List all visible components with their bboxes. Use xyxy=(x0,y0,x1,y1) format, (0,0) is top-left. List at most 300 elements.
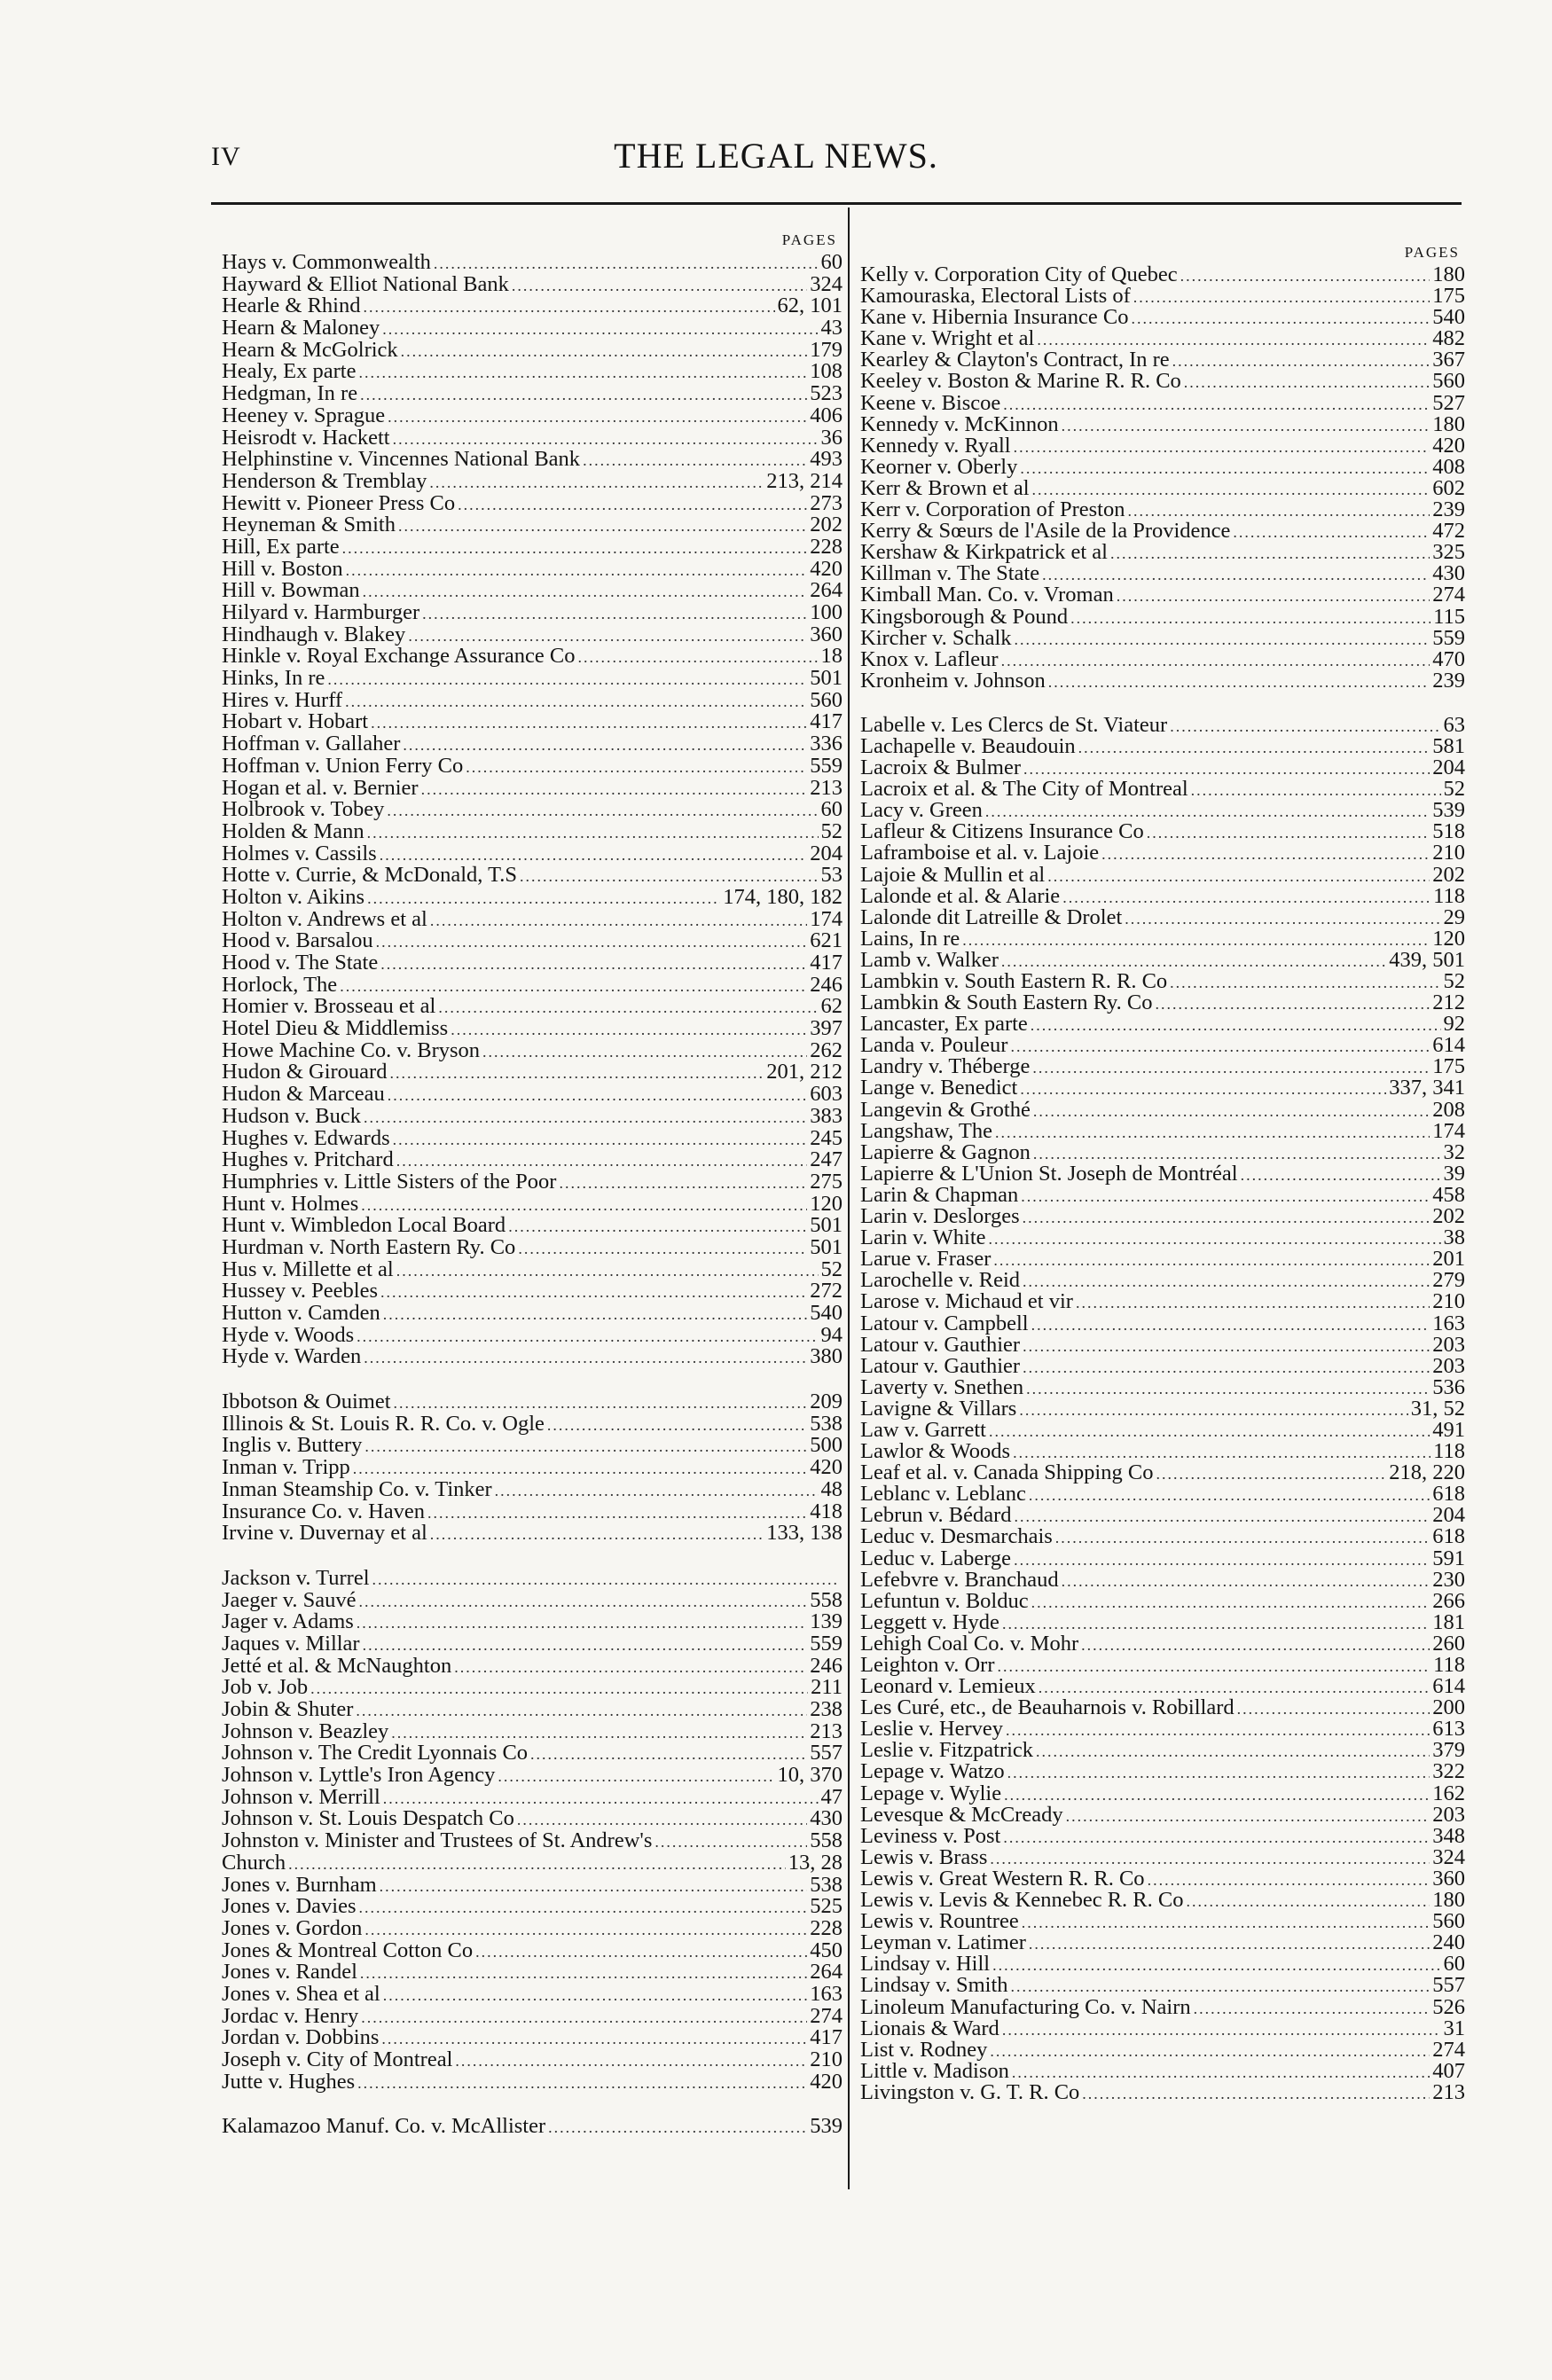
page-reference: 397 xyxy=(810,1018,843,1040)
page-reference: 52 xyxy=(1443,779,1465,801)
index-entry xyxy=(860,1441,1465,1462)
index-entry xyxy=(860,349,1465,371)
dot-leader xyxy=(517,1809,807,1830)
case-name: Little v. Madison xyxy=(860,2060,1009,2082)
page-reference: 212 xyxy=(1432,992,1465,1014)
dot-leader xyxy=(381,2028,807,2049)
index-entry xyxy=(222,1259,843,1281)
case-name: Lacy v. Green xyxy=(860,800,983,822)
case-name: Jones v. Randel xyxy=(222,1961,357,1984)
page-reference: 163 xyxy=(810,1983,843,2006)
case-name: Jaeger v. Sauvé xyxy=(222,1589,357,1612)
case-name: Joseph v. City of Montreal xyxy=(222,2049,453,2071)
case-name: Holden & Mann xyxy=(222,820,364,843)
dot-leader xyxy=(1001,951,1386,971)
dot-leader xyxy=(1033,1143,1441,1163)
case-name: Lindsay v. Smith xyxy=(860,1975,1008,1997)
page-reference: 450 xyxy=(810,1939,843,1962)
index-entry xyxy=(222,1568,843,1590)
dot-leader xyxy=(1001,650,1431,670)
case-name: Inman Steamship Co. v. Tinker xyxy=(222,1478,492,1501)
case-name: Insurance Co. v. Haven xyxy=(222,1500,426,1523)
case-name: Hunt v. Wimbledon Local Board xyxy=(222,1215,506,1237)
case-name: Lalonde dit Latreille & Drolet xyxy=(860,906,1123,928)
case-name: Landry v. Théberge xyxy=(860,1056,1031,1078)
left-column xyxy=(222,229,843,2138)
case-name: Johnson v. Lyttle's Iron Agency xyxy=(222,1765,496,1787)
case-name: Lefebvre v. Branchaud xyxy=(860,1569,1059,1591)
dot-leader xyxy=(1023,1335,1430,1356)
page-reference: 47 xyxy=(820,1786,843,1809)
index-entry xyxy=(222,1171,843,1194)
index-entry xyxy=(860,1890,1465,1911)
page-reference: 458 xyxy=(1432,1184,1465,1207)
page-reference: 213, 214 xyxy=(766,470,843,493)
case-name: Jager v. Adams xyxy=(222,1611,354,1633)
page-reference: 228 xyxy=(810,1917,843,1940)
index-entry xyxy=(860,1121,1465,1142)
case-name: Lapierre & L'Union St. Joseph de Montréal xyxy=(860,1163,1238,1185)
case-name: Holbrook v. Tobey xyxy=(222,799,385,821)
index-entry xyxy=(860,757,1465,779)
case-name: Leslie v. Fitzpatrick xyxy=(860,1740,1034,1762)
case-name: Knox v. Lafleur xyxy=(860,648,999,670)
page-reference: 618 xyxy=(1432,1526,1465,1548)
page-reference: 38 xyxy=(1443,1227,1465,1249)
index-sections xyxy=(860,264,1465,2103)
case-name: Lindsay v. Hill xyxy=(860,1953,991,1976)
dot-leader xyxy=(394,1392,808,1413)
case-name: Heeney v. Sprague xyxy=(222,404,386,427)
case-name: Leyman v. Latimer xyxy=(860,1932,1026,1954)
page-reference: 204 xyxy=(1432,1505,1465,1527)
dot-leader xyxy=(1062,887,1431,907)
dot-leader xyxy=(1032,479,1431,499)
index-entry xyxy=(222,1765,843,1787)
case-name: Lepage v. Wylie xyxy=(860,1782,1002,1805)
index-entry xyxy=(860,1142,1465,1163)
dot-leader xyxy=(989,1421,1430,1441)
dot-leader xyxy=(1062,1570,1431,1591)
dot-leader xyxy=(475,1941,807,1962)
page-reference: 118 xyxy=(1433,1655,1465,1677)
page-reference: 60 xyxy=(1443,1953,1465,1976)
case-name: Hurdman v. North Eastern Ry. Co xyxy=(222,1236,516,1259)
page-title: THE LEGAL NEWS. xyxy=(614,136,938,176)
page-reference: 120 xyxy=(1432,928,1465,950)
dot-leader xyxy=(1039,1677,1431,1697)
dot-leader xyxy=(1002,2019,1441,2039)
page-reference: 31, 52 xyxy=(1410,1397,1465,1420)
dot-leader xyxy=(422,603,807,624)
index-entry xyxy=(860,2082,1465,2103)
dot-leader xyxy=(1036,1741,1430,1761)
dot-leader xyxy=(1019,1399,1407,1420)
case-name: Hudson v. Buck xyxy=(222,1105,361,1128)
case-name: Hearle & Rhind xyxy=(222,295,361,318)
case-name: Larin & Chapman xyxy=(860,1184,1019,1207)
index-entry xyxy=(222,1479,843,1501)
dot-leader xyxy=(376,931,808,952)
page-reference: 92 xyxy=(1443,1014,1465,1036)
case-name: Jordac v. Henry xyxy=(222,2005,359,2028)
page-reference: 439, 501 xyxy=(1389,949,1465,971)
dot-leader xyxy=(1011,1976,1431,1996)
case-name: Kelly v. Corporation City of Quebec xyxy=(860,264,1178,286)
index-entry xyxy=(222,252,843,274)
case-name: Holton v. Andrews et al xyxy=(222,908,427,931)
case-name: Larue v. Fraser xyxy=(860,1249,992,1271)
page-reference: 408 xyxy=(1432,456,1465,478)
dot-leader xyxy=(372,1569,840,1590)
dot-leader xyxy=(1156,1463,1386,1484)
case-name: Hudon & Marceau xyxy=(222,1084,385,1106)
section-gap xyxy=(860,692,1465,715)
index-entry xyxy=(222,1194,843,1216)
case-name: Inglis v. Buttery xyxy=(222,1435,363,1458)
index-entry xyxy=(222,1457,843,1479)
case-name: Holton v. Aikins xyxy=(222,886,365,909)
page-reference: 557 xyxy=(1432,1975,1465,1997)
page-reference: 62 xyxy=(820,996,843,1019)
dot-leader xyxy=(1082,2083,1430,2103)
dot-leader xyxy=(389,1062,764,1084)
page-reference: 62, 101 xyxy=(777,295,843,318)
page-reference: 536 xyxy=(1432,1376,1465,1398)
index-entry xyxy=(222,1984,843,2006)
index-entry xyxy=(222,733,843,755)
case-name: Jones v. Gordon xyxy=(222,1917,363,1940)
page-reference: 540 xyxy=(1432,307,1465,329)
dot-leader xyxy=(985,801,1430,821)
index-entry xyxy=(860,1035,1465,1056)
dot-leader xyxy=(508,1216,807,1237)
dot-leader xyxy=(1013,1442,1431,1462)
dot-leader xyxy=(1003,1827,1430,1847)
page-reference: 557 xyxy=(810,1742,843,1765)
dot-leader xyxy=(403,734,807,755)
case-name: Jones & Montreal Cotton Co xyxy=(222,1939,474,1962)
index-entry xyxy=(860,1740,1465,1761)
case-name: Lange v. Benedict xyxy=(860,1077,1018,1100)
index-entry xyxy=(222,317,843,340)
page-reference: 379 xyxy=(1432,1740,1465,1762)
index-entry xyxy=(222,383,843,405)
page-reference: 211 xyxy=(811,1677,843,1699)
page-reference: 430 xyxy=(810,1808,843,1831)
dot-leader xyxy=(358,1591,807,1612)
dot-leader xyxy=(363,581,808,602)
page-reference: 360 xyxy=(1432,1867,1465,1891)
dot-leader xyxy=(990,2040,1430,2061)
dot-leader xyxy=(1029,1484,1430,1505)
page-reference: 274 xyxy=(1432,584,1465,607)
index-entry xyxy=(222,2006,843,2028)
index-entry xyxy=(860,307,1465,328)
dot-leader xyxy=(364,1436,807,1457)
index-entry xyxy=(222,668,843,690)
index-entry xyxy=(222,1677,843,1699)
case-name: Hearn & Maloney xyxy=(222,317,380,340)
page-reference: 218, 220 xyxy=(1389,1462,1465,1484)
page-reference: 614 xyxy=(1432,1676,1465,1698)
index-entry xyxy=(860,907,1465,928)
page-reference: 274 xyxy=(1432,2039,1465,2061)
page-reference: 60 xyxy=(820,799,843,821)
index-entry xyxy=(860,1077,1465,1099)
page-reference: 559 xyxy=(810,1632,843,1656)
dot-leader xyxy=(1002,1613,1430,1633)
index-entry xyxy=(860,1826,1465,1847)
dot-leader xyxy=(396,1150,808,1171)
index-entry xyxy=(860,1868,1465,1890)
index-entry xyxy=(860,736,1465,757)
page-reference: 204 xyxy=(810,842,843,865)
dot-leader xyxy=(1031,1014,1441,1035)
page-reference: 472 xyxy=(1432,521,1465,543)
index-entry xyxy=(222,361,843,383)
index-entry xyxy=(222,1699,843,1721)
case-name: Hughes v. Pritchard xyxy=(222,1149,394,1171)
page-reference: 430 xyxy=(1432,563,1465,585)
dot-leader xyxy=(408,625,807,646)
dot-leader xyxy=(364,1919,807,1940)
page-reference: 273 xyxy=(810,492,843,515)
page-reference: 560 xyxy=(810,689,843,712)
case-name: Hyde v. Woods xyxy=(222,1324,355,1347)
page-reference: 558 xyxy=(810,1589,843,1612)
case-name: Lefuntun v. Bolduc xyxy=(860,1590,1029,1612)
index-entry xyxy=(222,821,843,843)
index-entry xyxy=(860,1761,1465,1782)
index-entry xyxy=(222,536,843,559)
case-name: Lambkin v. South Eastern R. R. Co xyxy=(860,971,1168,993)
page-reference: 337, 341 xyxy=(1389,1077,1465,1100)
page-reference: 208 xyxy=(1432,1099,1465,1121)
section-gap xyxy=(222,2093,843,2116)
case-name: Lionais & Ward xyxy=(860,2017,999,2039)
dot-leader xyxy=(340,975,807,997)
dot-leader xyxy=(391,1722,807,1743)
page-reference: 48 xyxy=(820,1478,843,1501)
index-entry xyxy=(222,1280,843,1303)
page-reference: 203 xyxy=(1432,1334,1465,1356)
page-reference: 31 xyxy=(1443,2017,1465,2039)
dot-leader xyxy=(458,494,807,515)
page-reference: 118 xyxy=(1433,1441,1465,1463)
index-entry xyxy=(860,886,1465,907)
case-name: Kimball Man. Co. v. Vroman xyxy=(860,584,1114,607)
page-reference: 406 xyxy=(810,404,843,427)
index-entry xyxy=(222,1808,843,1830)
dot-leader xyxy=(310,1678,808,1699)
index-entry xyxy=(222,1896,843,1918)
case-name: Lewis v. Levis & Kennebec R. R. Co xyxy=(860,1890,1184,1912)
dot-leader xyxy=(1006,1719,1430,1740)
index-entry xyxy=(222,1413,843,1436)
index-entry xyxy=(860,992,1465,1014)
case-name: Jaques v. Millar xyxy=(222,1632,360,1656)
index-entry xyxy=(222,493,843,515)
case-name: Kershaw & Kirkpatrick et al xyxy=(860,542,1108,564)
case-name: Kane v. Wright et al xyxy=(860,328,1035,350)
dot-leader xyxy=(1022,1912,1431,1932)
case-name: List v. Rodney xyxy=(860,2039,988,2061)
page-reference: 618 xyxy=(1432,1484,1465,1506)
page-reference: 540 xyxy=(810,1303,843,1325)
index-entry xyxy=(860,1570,1465,1591)
case-name: Kerry & Sœurs de l'Asile de la Providence xyxy=(860,521,1231,543)
page-reference: 417 xyxy=(810,711,843,734)
page-reference: 180 xyxy=(1432,264,1465,286)
page-reference: 36 xyxy=(820,427,843,450)
page-reference: 174 xyxy=(810,908,843,931)
page-reference: 581 xyxy=(1432,735,1465,758)
page-reference: 202 xyxy=(1432,1206,1465,1228)
page-reference: 209 xyxy=(810,1391,843,1413)
case-name: Laframboise et al. v. Lajoie xyxy=(860,842,1100,865)
dot-leader xyxy=(388,1084,808,1106)
page-reference: 602 xyxy=(1432,477,1465,500)
index-entry xyxy=(222,996,843,1018)
page-reference: 621 xyxy=(810,930,843,952)
index-entry xyxy=(222,1084,843,1106)
dot-leader xyxy=(367,888,720,909)
case-name: Johnson v. St. Louis Despatch Co xyxy=(222,1808,514,1831)
case-name: Hughes v. Edwards xyxy=(222,1127,390,1150)
index-entry xyxy=(222,1940,843,1962)
page-reference: 420 xyxy=(810,558,843,581)
index-entry xyxy=(222,559,843,581)
page-reference: 180 xyxy=(1432,413,1465,435)
dot-leader xyxy=(530,1743,807,1765)
dot-leader xyxy=(498,1765,774,1787)
dot-leader xyxy=(383,1788,819,1809)
page-reference: 500 xyxy=(810,1435,843,1458)
dot-leader xyxy=(583,450,807,471)
page-reference: 274 xyxy=(810,2005,843,2028)
page-reference: 417 xyxy=(810,2027,843,2049)
case-name: Jordan v. Dobbins xyxy=(222,2027,380,2049)
index-entry xyxy=(860,2018,1465,2039)
index-entry xyxy=(222,646,843,668)
index-entry xyxy=(860,1462,1465,1484)
index-entry xyxy=(222,1852,843,1875)
page-reference: 13, 28 xyxy=(788,1852,843,1875)
index-entry xyxy=(222,1061,843,1084)
index-entry xyxy=(860,2039,1465,2061)
index-entry xyxy=(222,952,843,975)
index-entry xyxy=(222,887,843,909)
dot-leader xyxy=(1170,716,1440,736)
index-entry xyxy=(860,393,1465,414)
dot-leader xyxy=(559,1172,807,1194)
case-name: Hinkle v. Royal Exchange Assurance Co xyxy=(222,646,576,669)
case-name: Lawlor & Woods xyxy=(860,1441,1011,1463)
dot-leader xyxy=(1187,1891,1431,1911)
dot-leader xyxy=(1184,372,1430,392)
dot-leader xyxy=(1078,737,1431,757)
page-reference: 201 xyxy=(1432,1249,1465,1271)
case-name: Larochelle v. Reid xyxy=(860,1270,1021,1292)
case-name: Johnson v. Merrill xyxy=(222,1786,380,1809)
index-entry xyxy=(860,628,1465,649)
dot-leader xyxy=(360,1962,807,1984)
dot-leader xyxy=(1132,308,1431,328)
dot-leader xyxy=(327,669,807,690)
case-name: Lachapelle v. Beaudouin xyxy=(860,735,1076,758)
page-reference: 264 xyxy=(810,1961,843,1984)
dot-leader xyxy=(1014,1549,1430,1570)
index-entry xyxy=(222,1040,843,1062)
dot-leader xyxy=(1037,329,1430,349)
case-name: Hays v. Commonwealth xyxy=(222,252,431,274)
page-reference: 525 xyxy=(810,1896,843,1918)
case-name: Lepage v. Watzo xyxy=(860,1761,1005,1783)
page-reference: 501 xyxy=(810,1236,843,1259)
page-reference: 163 xyxy=(1432,1312,1465,1335)
index-entry xyxy=(222,295,843,317)
case-name: Langevin & Grothé xyxy=(860,1099,1031,1121)
index-entry xyxy=(860,1356,1465,1377)
index-entry xyxy=(222,274,843,296)
dot-leader xyxy=(1172,350,1431,371)
index-entry xyxy=(860,928,1465,950)
index-entry xyxy=(860,1591,1465,1612)
index-entry xyxy=(860,715,1465,736)
case-name: Lains, In re xyxy=(860,928,960,950)
index-entry xyxy=(860,779,1465,800)
dot-leader xyxy=(382,318,818,340)
case-name: Lewis v. Brass xyxy=(860,1846,988,1868)
dot-leader xyxy=(1012,2062,1430,2082)
dot-leader xyxy=(345,691,807,712)
page-reference: 539 xyxy=(810,2116,843,2139)
case-name: Helphinstine v. Vincennes National Bank xyxy=(222,449,581,471)
index-entry xyxy=(860,584,1465,606)
page-reference: 324 xyxy=(810,273,843,296)
page-reference: 325 xyxy=(1432,542,1465,564)
dot-leader xyxy=(1023,1207,1431,1227)
case-name: Hotte v. Currie, & McDonald, T.S xyxy=(222,865,517,887)
index-entry xyxy=(222,1875,843,1897)
case-name: Hilyard v. Harmburger xyxy=(222,602,420,624)
index-section xyxy=(860,715,1465,2103)
index-entry xyxy=(222,1918,843,1940)
case-name: Jetté et al. & McNaughton xyxy=(222,1655,452,1678)
case-name: Hudon & Girouard xyxy=(222,1061,388,1084)
dot-leader xyxy=(962,929,1430,950)
page-reference: 603 xyxy=(810,1084,843,1106)
dot-leader xyxy=(357,1612,807,1633)
case-name: Livingston v. G. T. R. Co xyxy=(860,2081,1080,2103)
index-entry xyxy=(860,521,1465,542)
dot-leader xyxy=(1007,1762,1431,1782)
dot-leader xyxy=(1070,607,1431,628)
index-entry xyxy=(222,1435,843,1457)
page-reference: 493 xyxy=(810,449,843,471)
case-name: Lehigh Coal Co. v. Mohr xyxy=(860,1632,1079,1655)
dot-leader xyxy=(451,1019,807,1040)
dot-leader xyxy=(482,1041,807,1062)
page-reference: 39 xyxy=(1443,1163,1465,1185)
index-entry xyxy=(222,1721,843,1743)
index-entry xyxy=(222,471,843,493)
index-entry xyxy=(860,1633,1465,1655)
index-entry xyxy=(222,799,843,821)
dot-leader xyxy=(430,1523,764,1545)
dot-leader xyxy=(429,472,764,493)
